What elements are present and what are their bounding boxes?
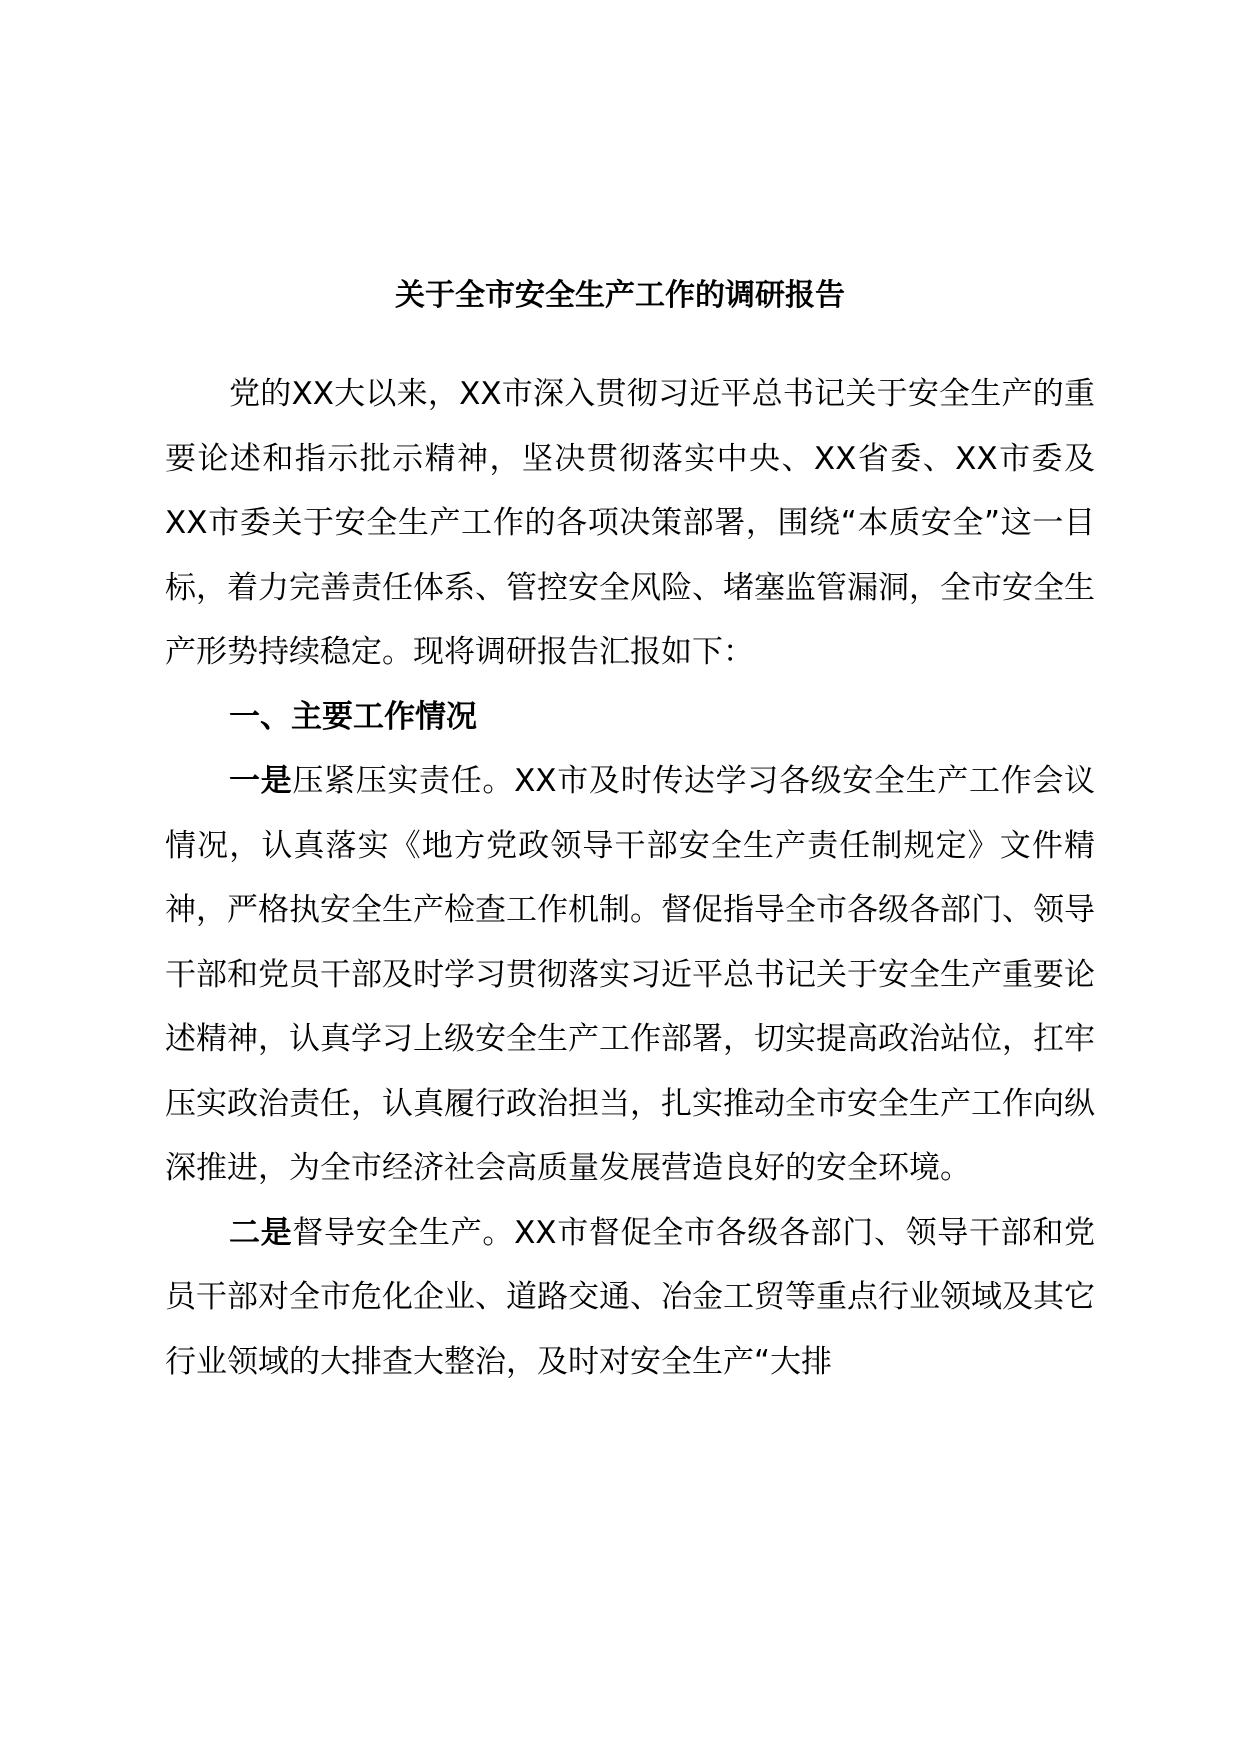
work-item-paragraph xyxy=(165,749,1095,1201)
intro-paragraph: 党的XX大以来，XX市深入贯彻习近平总书记关于安全生产的重要论述和指示批示精神，坚决贯彻落实中央、XX省委、XX市委及XX市委关于安全生产工作的各项决策部署，围绕“本质安全”这一目标，着力完善责任体系、管控安全风险、堵塞监管漏洞，全市安全生产形势持续稳定。现将调研报告汇报如下： xyxy=(165,376,1095,670)
item-lead: 二是 xyxy=(229,1214,293,1251)
section-heading: 一、主要工作情况 xyxy=(229,698,477,735)
document-body xyxy=(165,362,1095,1394)
document-title: 关于全市安全生产工作的调研报告 xyxy=(395,278,845,313)
item-text: 压紧压实责任。XX市及时传达学习各级安全生产工作会议情况，认真落实《地方党政领导干部安全生产责任制规定》文件精神，严格执安全生产检查工作机制。督促指导全市各级各部门、领导干部和党员干部及时学习贯彻落实习近平总书记关于安全生产重要论述精神，认真学习上级安全生产工作部署，切实提高政治站位，扛牢压实政治责任，认真履行政治担当，扎实推动全市安全生产工作向纵深推进，为全市经济社会高质量发展营造良好的安全环境。 xyxy=(165,763,1095,1186)
item-text: 督导安全生产。XX市督促全市各级各部门、领导干部和党员干部对全市危化企业、道路交通、冶金工贸等重点行业领域及其它行业领域的大排查大整治，及时对安全生产“大排 xyxy=(165,1214,1095,1380)
work-item-paragraph xyxy=(165,1201,1095,1395)
item-lead: 一是 xyxy=(229,763,293,799)
